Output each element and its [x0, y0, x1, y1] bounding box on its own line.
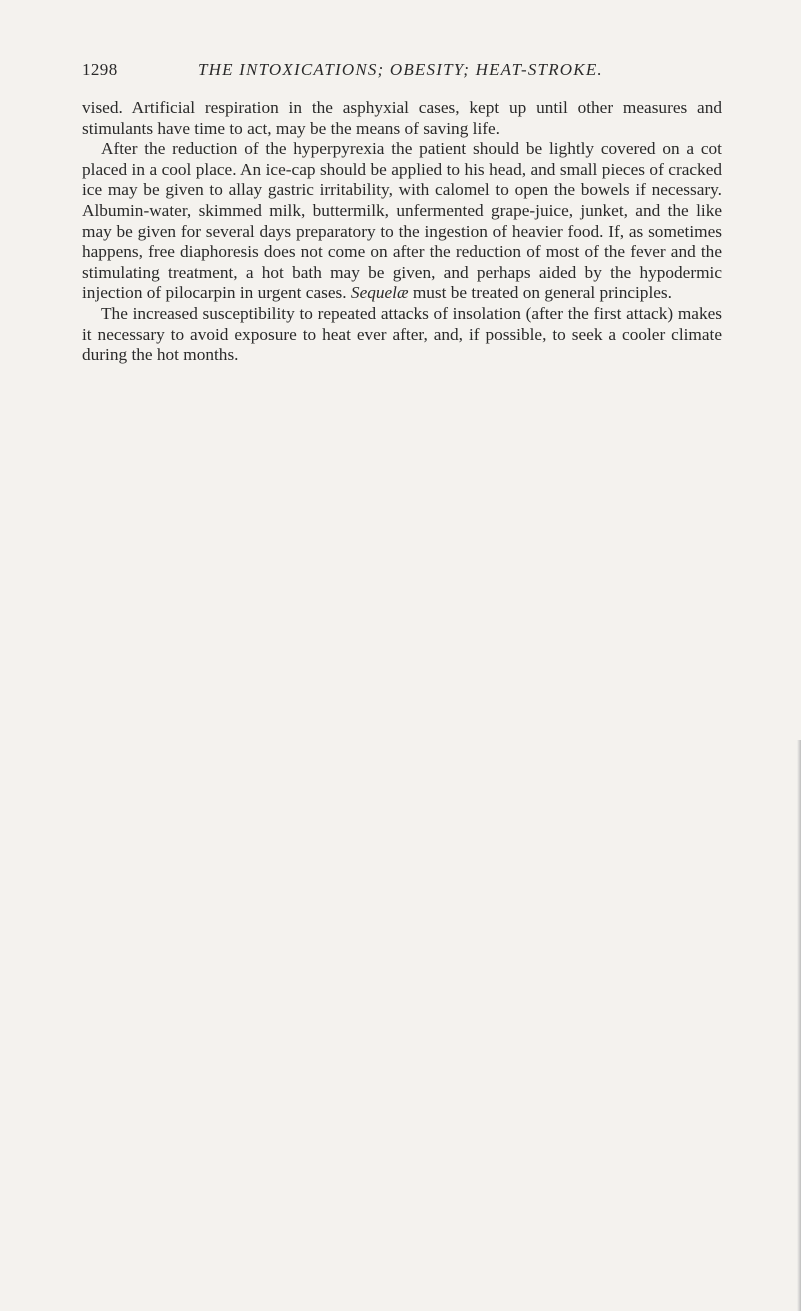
body-text	[82, 98, 722, 366]
paragraph-susceptibility: The increased susceptibility to repeated attacks of insolation (after the first attack) makes it necessary to avoid exposure to heat ever after, and, if possible, to seek a cooler climate during the hot months.	[82, 303, 722, 365]
treatment-text-end: must be treated on general principles.	[412, 283, 672, 303]
scan-edge-shadow	[797, 740, 801, 1311]
paragraph-continuation: vised. Artificial respiration in the asphyxial cases, kept up until other measures and stimulants have time to act, may be the means of saving life.	[82, 98, 722, 138]
page-number: 1298	[82, 60, 118, 79]
running-head	[82, 60, 722, 84]
paragraph-treatment	[82, 139, 722, 304]
treatment-text: After the reduction of the hyperpyrexia the patient should be lightly covered on a cot placed in a cool place. An ice-cap should be applied to his head, and small pieces of cracked ice may be given to allay gastric irritability, with calomel to open the bowels if necessary. Albumin-water, skimmed milk, buttermilk, unfermented grape-juice, junket, and the like may be given for several days preparatory to the ingestion of heavier food. If, as sometimes happens, free diaphoresis does not come on after the reduction of most of the fever and the stimulating treatment, a hot bath may be given, and perhaps aided by the hypodermic injection of pilocarpin in urgent cases.	[82, 139, 722, 303]
running-title: THE INTOXICATIONS; OBESITY; HEAT-STROKE.	[198, 60, 603, 79]
sequelae-term: Sequelæ	[350, 283, 409, 303]
